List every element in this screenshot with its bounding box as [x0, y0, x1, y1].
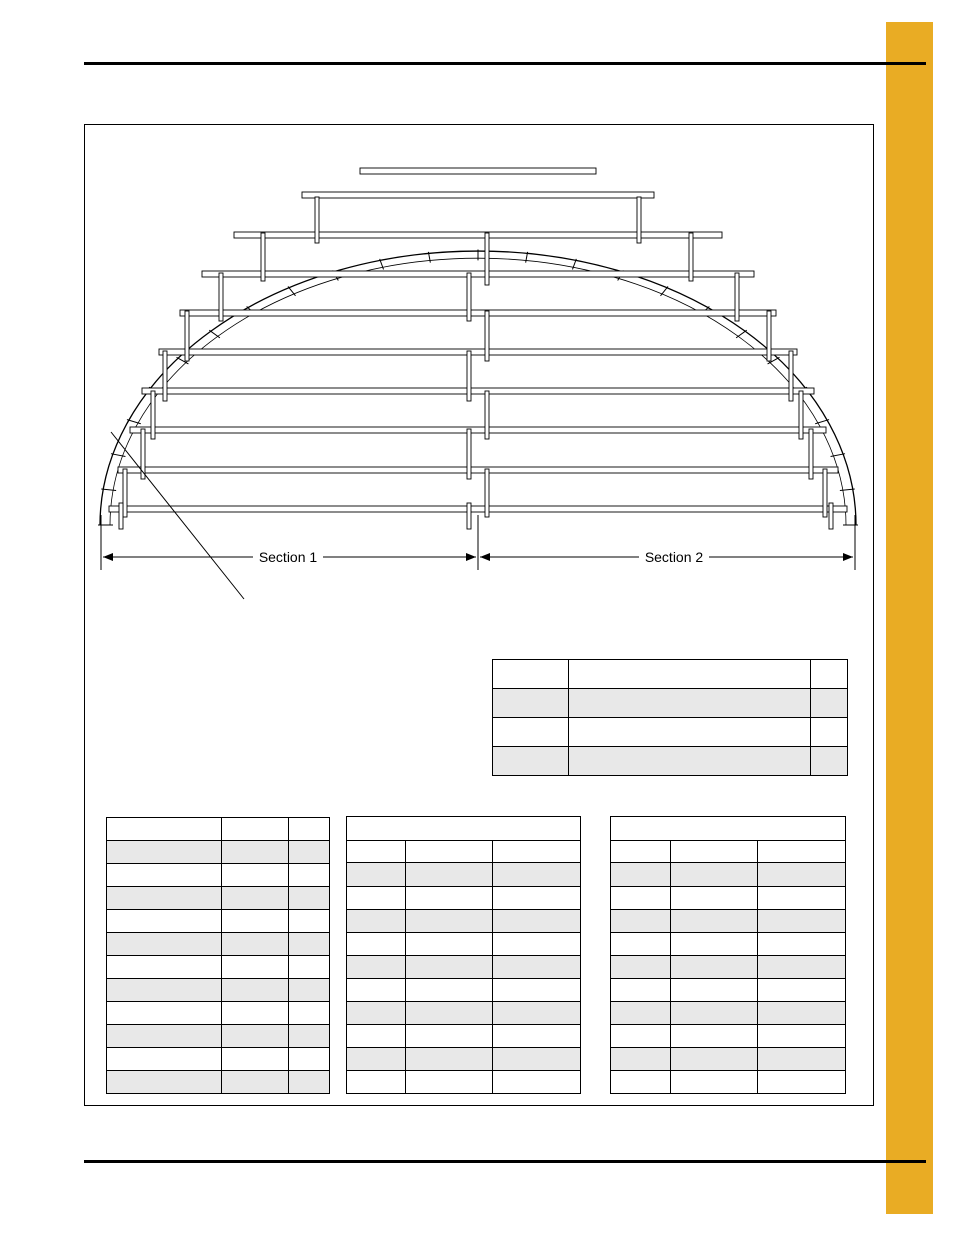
table-a: [106, 817, 330, 1094]
table-row: [347, 863, 581, 887]
support-post: [789, 351, 793, 401]
table-header-row: [347, 841, 581, 863]
support-post: [823, 469, 827, 517]
table-row: [107, 956, 330, 979]
table-row: [611, 1071, 846, 1094]
table-row: [611, 933, 846, 956]
support-post: [809, 429, 813, 479]
support-beam: [302, 192, 654, 198]
support-beam: [109, 506, 847, 512]
support-post: [637, 197, 641, 243]
support-beam: [360, 168, 596, 174]
table-row: [347, 979, 581, 1002]
support-post: [467, 273, 471, 321]
support-post: [119, 503, 123, 529]
section-2-label: Section 2: [644, 549, 704, 565]
table-row: [107, 910, 330, 933]
support-beams: [109, 168, 847, 529]
table-row: [611, 887, 846, 910]
table-row: [347, 887, 581, 910]
support-post: [123, 469, 127, 517]
table-title-row: [611, 817, 846, 841]
table-row: [107, 1071, 330, 1094]
table-row: [107, 933, 330, 956]
arrowhead-middle-left: [466, 553, 476, 561]
support-post: [799, 391, 803, 439]
table-row: [107, 841, 330, 864]
support-post: [261, 233, 265, 281]
chapter-tab-fill: [886, 22, 933, 1214]
table-b: [346, 816, 581, 1094]
table-row: [347, 1025, 581, 1048]
footer-rule: [84, 1160, 926, 1163]
support-post: [467, 429, 471, 479]
table-row: [347, 933, 581, 956]
support-post: [485, 469, 489, 517]
arrowhead-left: [103, 553, 113, 561]
support-beam: [142, 388, 814, 394]
table-row: [347, 1071, 581, 1094]
support-beam: [118, 467, 838, 473]
table-row: [107, 1048, 330, 1071]
table-row: [107, 864, 330, 887]
support-beam: [130, 427, 826, 433]
table-row: [611, 910, 846, 933]
table-row: [611, 1048, 846, 1071]
table-row: [347, 1048, 581, 1071]
table-row: [107, 1025, 330, 1048]
header-rule: [84, 62, 926, 65]
table-row: [611, 1002, 846, 1025]
table-header-row: [107, 818, 330, 841]
arrowhead-right: [843, 553, 853, 561]
wall-panel-joint: [736, 330, 747, 338]
support-post: [315, 197, 319, 243]
table-row: [611, 863, 846, 887]
table-title-row: [347, 817, 581, 841]
table-row: [347, 910, 581, 933]
table-row: [493, 718, 848, 747]
table-row: [347, 1002, 581, 1025]
wall-panel-joint: [209, 330, 220, 338]
support-post: [163, 351, 167, 401]
table-row: [611, 1025, 846, 1048]
support-post: [735, 273, 739, 321]
support-post: [485, 233, 489, 285]
table-row: [611, 956, 846, 979]
chapter-tab: [886, 22, 933, 1214]
section-1-label: Section 1: [258, 549, 318, 565]
support-post: [485, 391, 489, 439]
support-post: [185, 311, 189, 361]
table-row: [493, 747, 848, 776]
support-beam: [202, 271, 754, 277]
table-row: [493, 660, 848, 689]
support-post: [767, 311, 771, 361]
table-row: [107, 1002, 330, 1025]
support-post: [485, 311, 489, 361]
support-post: [467, 351, 471, 401]
table-header-row: [611, 841, 846, 863]
parts-table: [492, 659, 848, 776]
arrowhead-middle-right: [480, 553, 490, 561]
table-row: [493, 689, 848, 718]
support-post: [219, 273, 223, 321]
table-row: [107, 979, 330, 1002]
table-row: [107, 887, 330, 910]
support-post: [467, 503, 471, 529]
table-row: [611, 979, 846, 1002]
support-post: [689, 233, 693, 281]
support-beam: [234, 232, 722, 238]
bin-wall-arc: [98, 250, 858, 526]
support-beam: [159, 349, 797, 355]
table-c: [610, 816, 846, 1094]
support-post: [829, 503, 833, 529]
support-beam: [180, 310, 776, 316]
table-row: [347, 956, 581, 979]
callout-leader-line: [111, 432, 244, 599]
support-post: [151, 391, 155, 439]
